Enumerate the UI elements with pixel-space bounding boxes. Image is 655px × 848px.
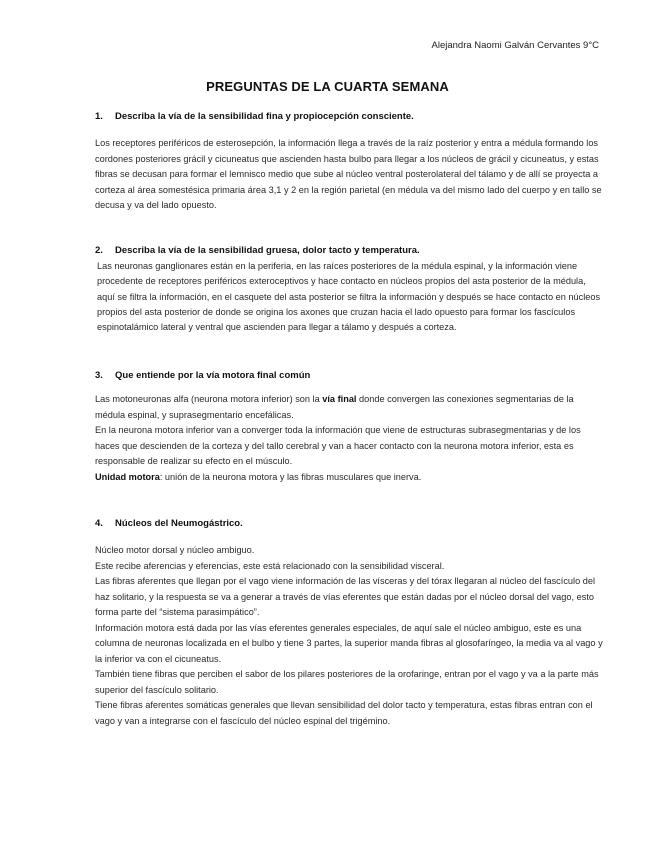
answer-3-paragraph-2: En la neurona motora inferior van a converger toda la información que viene de estructuras subrasegmentarias y de los haces que descienden de la corteza y del tallo cerebral y van a hacer contacto con la neurona motora inferior, esta es responsable de realizar su efecto en el músculo. — [95, 425, 581, 466]
section-2 — [95, 245, 600, 256]
question-2-text: Describa la vía de la sensibilidad gruesa, dolor tacto y temperatura. — [115, 245, 420, 256]
answer-4-paragraph-6: Tiene fibras aferentes somáticas generales que llevan sensibilidad del dolor tacto y temperatura, estas fibras entran con el vago y van a integrarse con el fascículo del núcleo espinal del trigémino. — [95, 700, 593, 726]
answer-3-p3-text: : unión de la neurona motora y las fibras musculares que inerva. — [159, 471, 422, 482]
answer-1 — [95, 136, 603, 214]
answer-3-paragraph-1 — [95, 392, 603, 423]
section-1 — [95, 111, 600, 122]
answer-3-label-unidad-motora: Unidad motora — [95, 471, 160, 482]
question-1-number: 1. — [95, 111, 103, 122]
question-1-text: Describa la vía de la sensibilidad fina y propiocepción consciente. — [115, 111, 414, 122]
answer-4 — [95, 543, 603, 729]
question-3-heading — [95, 370, 600, 381]
answer-3-p1-part-a: Las motoneuronas alfa (neurona motora inferior) son la — [95, 394, 323, 404]
author-name: Alejandra Naomi Galván Cervantes 9°C — [431, 40, 599, 51]
answer-1-text: Los receptores periféricos de esterosepción, la información llega a través de la raíz posterior y entra a médula formando los cordones posteriores grácil y cicuneatus que ascienden hasta bulbo para llegar a los núcleos de grácil y cicuneatus, y estas fibras se decusan para formar el lemnisco medio que sube al núcleo ventral posterolateral del tálamo y de allí se proyecta a corteza al área somestésica primaria área 3,1 y 2 en la región parietal (en médula va del mismo lado del cuerpo y en tallo se decusa y va del lado opuesto. — [95, 138, 602, 210]
answer-4-paragraph-5: También tiene fibras que perciben el sabor de los pilares posteriores de la orofaringe, entran por el vago y va a la parte más superior del fascículo solitario. — [95, 669, 599, 695]
answer-3 — [95, 392, 603, 485]
answer-3-paragraph-3 — [95, 470, 603, 486]
question-3-number: 3. — [95, 370, 103, 381]
section-3 — [95, 370, 600, 381]
question-3-text: Que entiende por la vía motora final común — [115, 370, 311, 381]
question-1-heading — [95, 111, 600, 122]
answer-3-text — [95, 392, 603, 485]
answer-4-paragraph-4: Información motora está dada por las vías eferentes generales especiales, de aquí sale el núcleo ambiguo, este es una columna de neuronas localizada en el bulbo y tiene 3 partes, la superior manda fibras al glosofaríngeo, la media va al vago y la inferior va con el cicuneatus. — [95, 622, 603, 664]
answer-4-paragraph-2: Este recibe aferencias y eferencias, este está relacionado con la sensibilidad visceral. — [95, 560, 445, 571]
answer-4-text — [95, 543, 603, 729]
answer-3-emphasis-via-final: vía final — [322, 394, 357, 404]
question-4-number: 4. — [95, 518, 103, 529]
question-4-text: Núcleos del Neumogástrico. — [115, 518, 243, 529]
answer-3-p1-part-c: donde convergen las conexiones segmentarias de la médula espinal, y suprasegmentario encefálicas. — [95, 394, 574, 420]
answer-4-paragraph-1: Núcleo motor dorsal y núcleo ambiguo. — [95, 545, 255, 555]
question-4-heading — [95, 518, 600, 529]
section-4 — [95, 518, 600, 529]
answer-2-text: Las neuronas ganglionares están en la periferia, en las raíces posteriores de la médula espinal, y la información viene procedente de receptores periféricos exteroceptivos y hace contacto en núcleos propios del asta posterior de la médula, aquí se filtra la información, en el casquete del asta posterior se filtra la información y después se hace contacto en núcleos propios del asta posterior de donde se origina los axones que cruzan hacia el lado opuesto para formar los fascículos espinotalámico lateral y ventral que ascienden para llegar a tálamo y después a corteza. — [97, 261, 601, 333]
answer-4-paragraph-3: Las fibras aferentes que llegan por el vago viene información de las vísceras y del tórax llegaran al núcleo del fascículo del haz solitario, y la respuesta se va a generar a través de vías eferentes que están dadas por el núcleo dorsal del vago, esto forma parte del “sistema parasimpático”. — [95, 576, 595, 617]
answer-2 — [97, 259, 603, 335]
question-2-heading — [95, 245, 600, 256]
page-title: PREGUNTAS DE LA CUARTA SEMANA — [206, 79, 449, 94]
question-2-number: 2. — [95, 245, 103, 256]
